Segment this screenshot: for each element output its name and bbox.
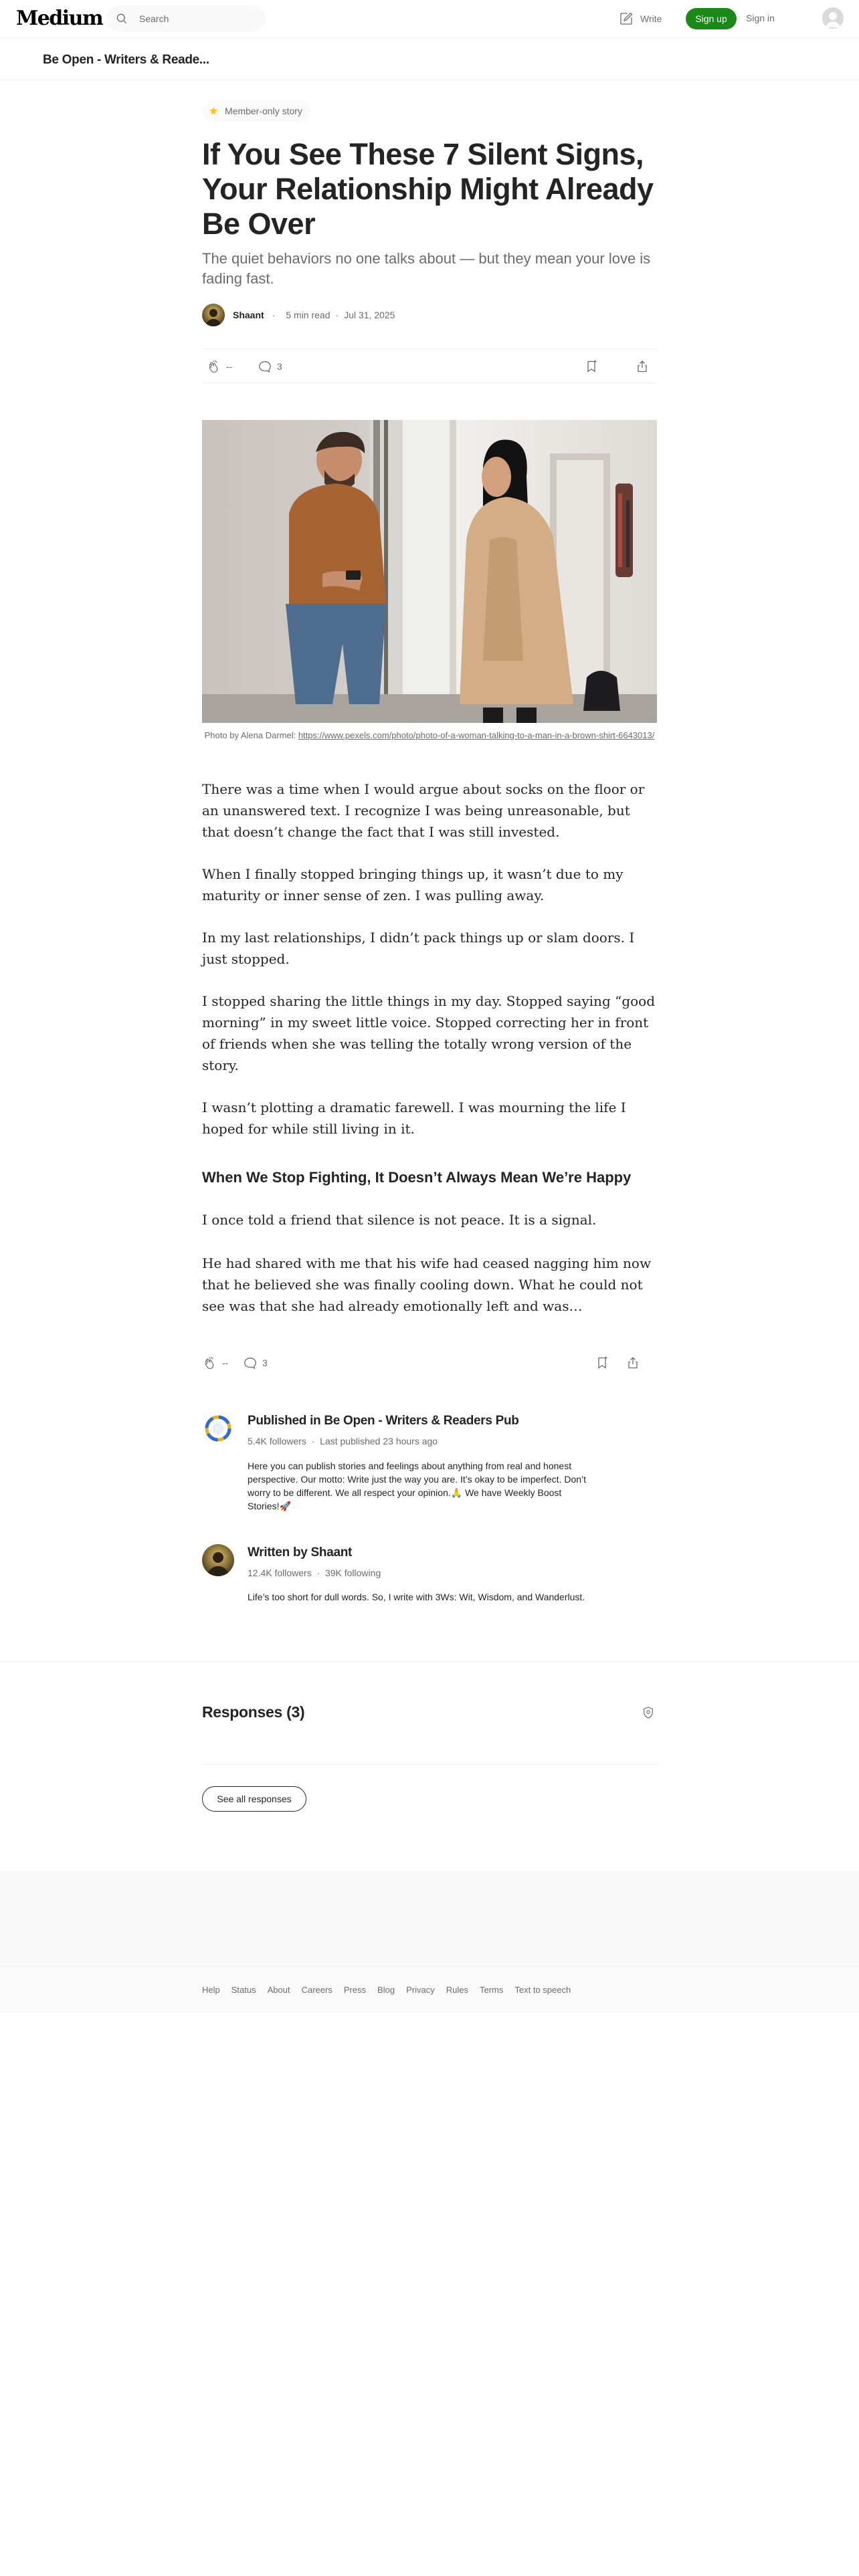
author-title-link[interactable]: Written by Shaant bbox=[248, 1545, 353, 1560]
bottom-action-bar bbox=[202, 1346, 657, 1380]
paragraph: I once told a friend that silence is not peace. It is a signal. bbox=[202, 1212, 597, 1228]
read-time: 5 min read bbox=[286, 310, 330, 320]
bullet: · bbox=[308, 1436, 318, 1446]
publication-description: Here you can publish stories and feelings about anything from real and honest perspective. Our motto: Write just the way you are. It’s okay to be imperfect. Don’t worry to be different. We all respect your opinion.🙏 We have Weekly Boost Stories!🚀 bbox=[248, 1461, 587, 1511]
divider bbox=[202, 1764, 657, 1765]
clap-button[interactable] bbox=[202, 1355, 228, 1371]
caption-link[interactable]: https://www.pexels.com/photo/photo-of-a-woman-talking-to-a-man-in-a-brown-shirt-6643013/ bbox=[298, 730, 655, 740]
search-box[interactable] bbox=[107, 5, 266, 32]
user-icon bbox=[822, 7, 844, 29]
write-label: Write bbox=[640, 13, 662, 24]
share-button[interactable] bbox=[634, 358, 650, 374]
user-avatar[interactable] bbox=[822, 7, 844, 29]
footer-link-blog[interactable]: Blog bbox=[377, 1985, 395, 1995]
article-subtitle: The quiet behaviors no one talks about — but they mean your love is fading fast. bbox=[202, 250, 651, 287]
paragraph: There was a time when I would argue about socks on the floor or an unanswered text. I recognize I was being unreasonable, but that doesn’t change the fact that I was still invested. bbox=[202, 781, 645, 840]
sign-up-button[interactable]: Sign up bbox=[686, 8, 737, 29]
search-icon bbox=[115, 12, 128, 25]
footer-link-rules[interactable]: Rules bbox=[446, 1985, 468, 1995]
clap-count: -- bbox=[226, 361, 233, 372]
publication-title-link[interactable]: Published in Be Open - Writers & Readers Pub bbox=[248, 1414, 519, 1428]
responses-count: 3 bbox=[277, 361, 282, 372]
bookmark-button[interactable] bbox=[594, 1355, 610, 1371]
see-all-responses-button[interactable]: See all responses bbox=[202, 1786, 306, 1812]
bookmark-button[interactable] bbox=[583, 358, 599, 374]
paragraph: He had shared with me that his wife had ceased nagging him now that he believed she was finally cooling down. What he could not see was that she had already emotionally left and was… bbox=[202, 1255, 652, 1314]
footer-links bbox=[202, 1985, 582, 1995]
publication-meta bbox=[248, 1436, 438, 1446]
author-description: Life’s too short for dull words. So, I write with 3Ws: Wit, Wisdom, and Wanderlust. bbox=[248, 1592, 585, 1602]
bookmark-icon bbox=[583, 358, 599, 374]
publication-avatar[interactable] bbox=[202, 1412, 234, 1444]
clap-count: -- bbox=[222, 1358, 229, 1368]
author-name-link[interactable]: Shaant bbox=[233, 310, 264, 320]
article-action-bar bbox=[202, 348, 657, 383]
responses-button[interactable] bbox=[257, 358, 282, 374]
last-published: Last published 23 hours ago bbox=[320, 1436, 438, 1446]
clap-icon bbox=[206, 358, 222, 374]
member-only-badge bbox=[202, 100, 310, 122]
bullet: · bbox=[314, 1568, 323, 1578]
footer-link-about[interactable]: About bbox=[267, 1985, 290, 1995]
clap-icon bbox=[202, 1355, 218, 1371]
publication-bar bbox=[0, 38, 859, 80]
image-caption bbox=[202, 729, 657, 742]
section-divider bbox=[0, 1661, 859, 1662]
footer bbox=[0, 1967, 859, 2012]
comment-icon bbox=[242, 1355, 258, 1371]
author-following[interactable]: 39K following bbox=[324, 1568, 381, 1578]
article-title: If You See These 7 Silent Signs, Your Relationship Might Already Be Over bbox=[202, 137, 654, 241]
footer-link-careers[interactable]: Careers bbox=[301, 1985, 332, 1995]
paragraph: I wasn’t plotting a dramatic farewell. I was mourning the life I hoped for while still living in it. bbox=[202, 1099, 626, 1137]
responses-button[interactable] bbox=[242, 1355, 268, 1371]
comment-icon bbox=[257, 358, 273, 374]
clap-button[interactable] bbox=[206, 358, 232, 374]
medium-logo[interactable]: Medium bbox=[16, 7, 103, 30]
share-icon bbox=[625, 1355, 641, 1371]
footer-link-text-to-speech[interactable]: Text to speech bbox=[514, 1985, 571, 1995]
footer-link-privacy[interactable]: Privacy bbox=[406, 1985, 435, 1995]
paragraph: In my last relationships, I didn’t pack things up or slam doors. I just stopped. bbox=[202, 930, 635, 967]
publication-logo bbox=[202, 1412, 234, 1444]
member-only-label: Member-only story bbox=[225, 106, 302, 116]
bullet: · bbox=[335, 310, 339, 320]
shield-icon[interactable] bbox=[641, 1705, 656, 1720]
paragraph: I stopped sharing the little things in my day. Stopped saying “good morning” in my sweet little voice. Stopped correcting her in front of friends when she was telling the totally wrong version of the story. bbox=[202, 993, 656, 1073]
author-avatar-image bbox=[202, 304, 225, 326]
footer-link-terms[interactable]: Terms bbox=[479, 1985, 504, 1995]
share-button[interactable] bbox=[625, 1355, 641, 1371]
publication-name-link[interactable]: Be Open - Writers & Reade... bbox=[43, 53, 209, 67]
write-icon bbox=[618, 11, 634, 27]
byline bbox=[202, 303, 395, 327]
star-icon bbox=[209, 106, 218, 116]
caption-prefix: Photo by Alena Darmel: bbox=[204, 730, 298, 740]
author-meta bbox=[248, 1568, 381, 1578]
author-card-avatar[interactable] bbox=[202, 1544, 234, 1576]
recommendations-area bbox=[0, 1870, 859, 1967]
footer-link-help[interactable]: Help bbox=[202, 1985, 220, 1995]
footer-link-status[interactable]: Status bbox=[231, 1985, 256, 1995]
top-nav bbox=[0, 0, 859, 38]
author-card-avatar-image bbox=[202, 1544, 234, 1576]
sign-in-link[interactable]: Sign in bbox=[746, 13, 775, 23]
share-icon bbox=[634, 358, 650, 374]
responses-title: Responses (3) bbox=[202, 1703, 305, 1721]
publication-followers[interactable]: 5.4K followers bbox=[248, 1436, 306, 1446]
responses-count: 3 bbox=[262, 1358, 268, 1368]
hero-image bbox=[202, 420, 657, 723]
bullet: · bbox=[272, 310, 276, 320]
footer-link-press[interactable]: Press bbox=[343, 1985, 367, 1995]
couple-photo bbox=[202, 420, 657, 723]
author-avatar[interactable] bbox=[202, 304, 225, 326]
section-heading: When We Stop Fighting, It Doesn’t Always Mean We’re Happy bbox=[202, 1169, 632, 1186]
author-followers[interactable]: 12.4K followers bbox=[248, 1568, 312, 1578]
search-input[interactable]: Search bbox=[139, 13, 169, 24]
publish-date: Jul 31, 2025 bbox=[344, 310, 395, 320]
paragraph: When I finally stopped bringing things up, it wasn’t due to my maturity or inner sense of zen. I was pulling away. bbox=[202, 866, 624, 903]
bookmark-icon bbox=[594, 1355, 610, 1371]
